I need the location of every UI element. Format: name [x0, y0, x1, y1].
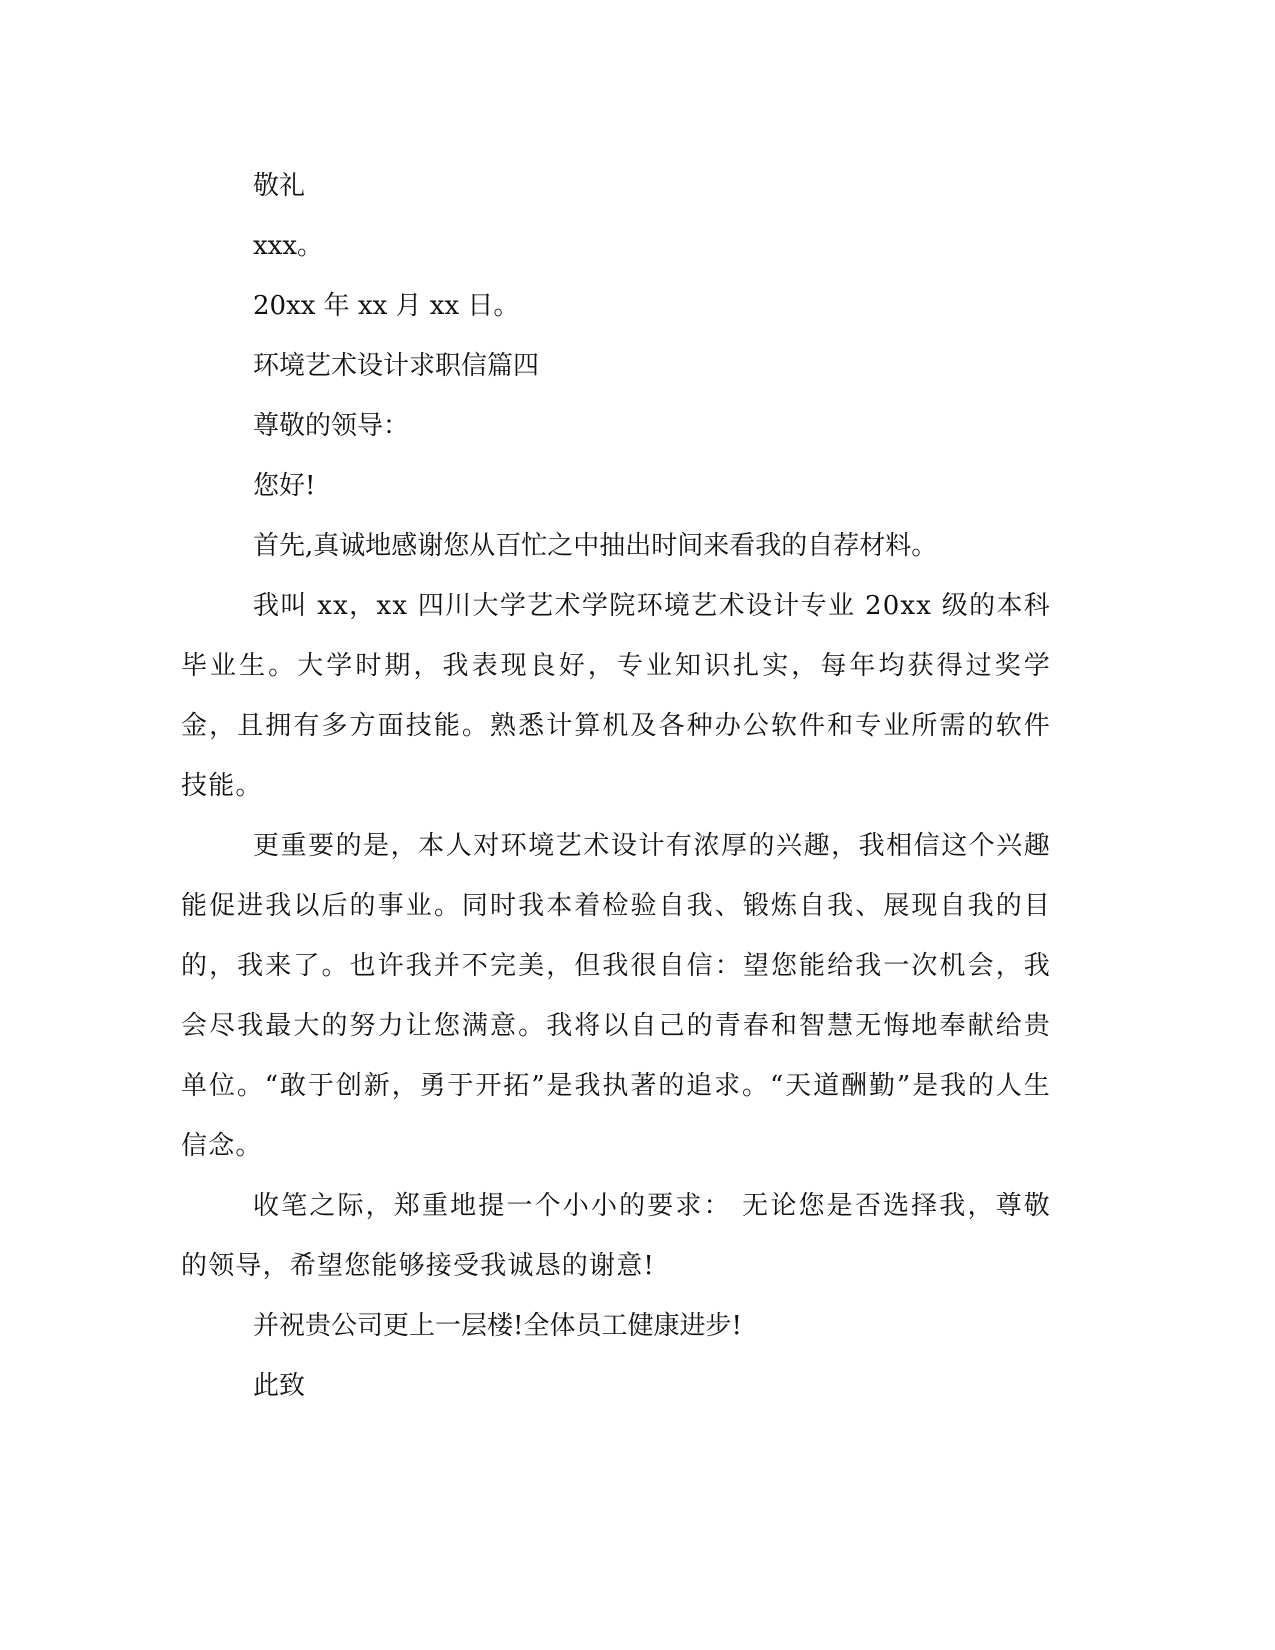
regards-line: 敬礼: [253, 171, 306, 201]
date-line: 20xx 年 xx 月 xx 日。: [253, 291, 520, 321]
interest-paragraph: 更重要的是，本人对环境艺术设计有浓厚的兴趣，我相信这个兴趣能促进我以后的事业。同时我本着检验自我、锻炼自我、展现自我的目的，我来了。也许我并不完美，但我很自信：望您能给我一次机会，我会尽我最大的努力让您满意。我将以自己的青春和智慧无悔地奉献给贵单位。“敢于创新，勇于开拓”是我执著的追求。“天道酬勤”是我的人生信念。: [181, 831, 1051, 1161]
salutation-line: 尊敬的领导：: [253, 411, 410, 441]
letter-body: [181, 156, 1051, 1416]
section-title: 环境艺术设计求职信篇四: [253, 351, 540, 381]
greeting-line: 您好!: [253, 471, 316, 501]
closing-paragraph: 收笔之际，郑重地提一个小小的要求： 无论您是否选择我，尊敬的领导，希望您能够接受我诚恳的谢意!: [181, 1191, 1051, 1281]
wish-line: 并祝贵公司更上一层楼!全体员工健康进步!: [253, 1311, 742, 1341]
intro-paragraph: 我叫 xx，xx 四川大学艺术学院环境艺术设计专业 20xx 级的本科毕业生。大学时期，我表现良好，专业知识扎实，每年均获得过奖学金，且拥有多方面技能。熟悉计算机及各种办公软件和专业所需的软件技能。: [181, 591, 1051, 801]
opening-line: 首先,真诚地感谢您从百忙之中抽出时间来看我的自荐材料。: [253, 531, 938, 561]
signature-line: xxx。: [253, 231, 323, 261]
sign-off-line: 此致: [253, 1371, 306, 1401]
